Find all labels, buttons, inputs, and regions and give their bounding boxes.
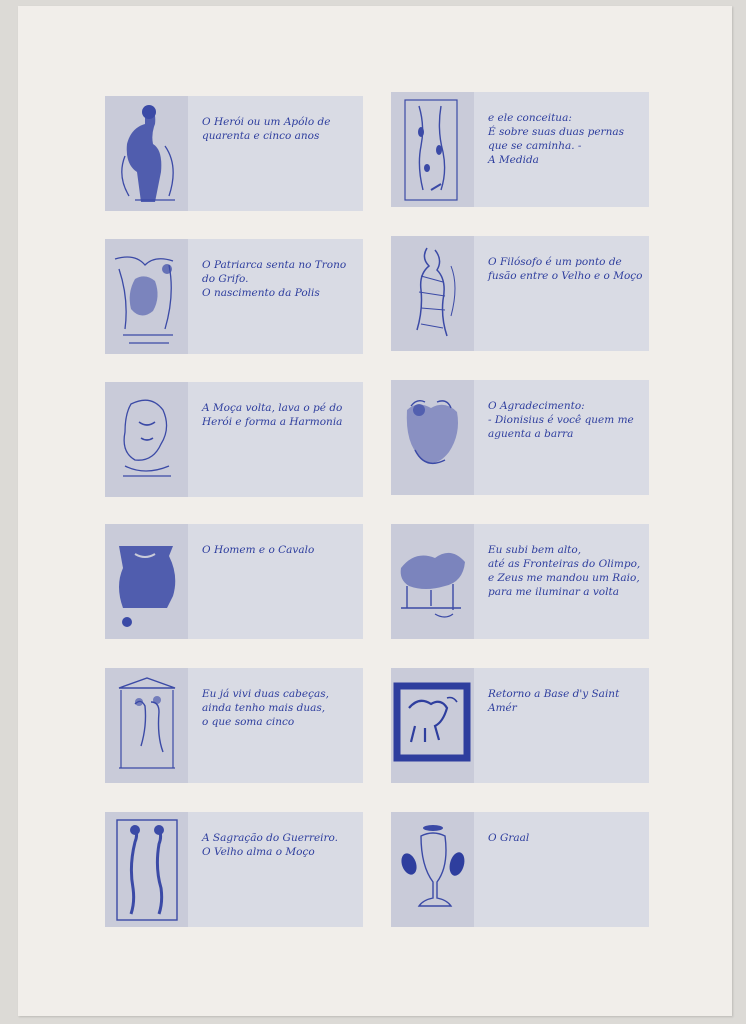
card-4: [391, 236, 649, 351]
card-caption: Retorno a Base d'y Saint Amér: [488, 688, 620, 714]
man-horse-icon: [105, 524, 188, 639]
card-8: [391, 524, 649, 639]
grail-chalice-icon: [391, 812, 474, 927]
card-1: [105, 96, 363, 211]
paper-sheet: [18, 6, 732, 1016]
philosopher-figure-icon: [391, 236, 474, 351]
kneeling-figure-icon: [105, 382, 188, 497]
card-5: [105, 382, 363, 497]
card-10: [391, 668, 649, 783]
card-9: [105, 668, 363, 783]
card-caption: e ele conceitua: É sobre suas duas pernas que se caminha. - A Medida: [488, 112, 624, 166]
temple-figures-icon: [105, 668, 188, 783]
standing-figure-icon: [391, 92, 474, 207]
olympus-scene-icon: [391, 524, 474, 639]
card-caption: O Filósofo é um ponto de fusão entre o Velho e o Moço: [488, 256, 643, 282]
card-caption: O Patriarca senta no Trono do Grifo. O nascimento da Polis: [202, 259, 347, 299]
card-caption: O Agradecimento: - Dionisius é você quem me aguenta a barra: [488, 400, 634, 440]
card-7: [105, 524, 363, 639]
card-12: [391, 812, 649, 927]
card-caption: Eu já vivi duas cabeças, ainda tenho mais duas, o que soma cinco: [202, 688, 329, 728]
card-caption: Eu subi bem alto, até as Fronteiras do Olimpo, e Zeus me mandou um Raio, para me iluminar a volta: [488, 544, 641, 598]
card-caption: A Moça volta, lava o pé do Herói e forma a Harmonia: [202, 402, 343, 428]
card-2: [391, 92, 649, 207]
card-caption: O Graal: [488, 832, 530, 844]
card-caption: O Herói ou um Apólo de quarenta e cinco anos: [202, 116, 331, 142]
card-11: [105, 812, 363, 927]
card-3: [105, 239, 363, 354]
embracing-figures-icon: [391, 380, 474, 495]
two-warriors-icon: [105, 812, 188, 927]
card-caption: O Homem e o Cavalo: [202, 544, 315, 556]
framed-horse-icon: [391, 668, 474, 783]
card-caption: A Sagração do Guerreiro. O Velho alma o Moço: [202, 832, 339, 858]
hero-figure-icon: [105, 96, 188, 211]
card-6: [391, 380, 649, 495]
seated-patriarch-icon: [105, 239, 188, 354]
